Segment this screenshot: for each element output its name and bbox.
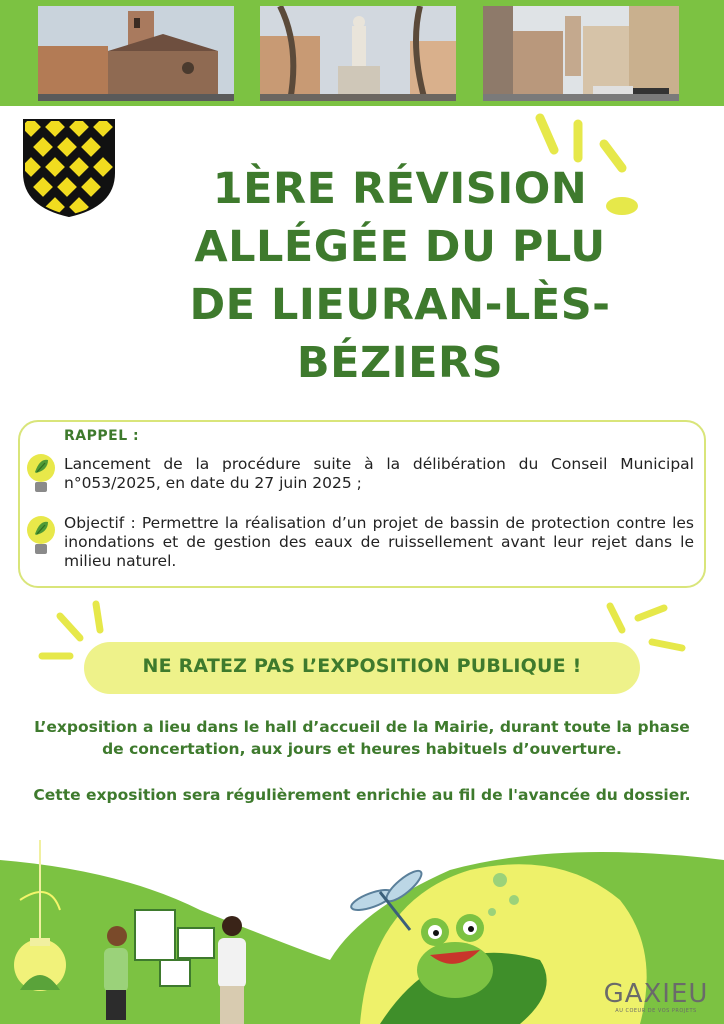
square-statue-photo: [260, 6, 456, 101]
exhibition-location-text: L’exposition a lieu dans le hall d’accueil de la Mairie, durant toute la phase de concertation, aux jours et heures habituels d’ouverture.: [34, 718, 690, 758]
exhibition-update-text: Cette exposition sera régulièrement enrichie au fil de l'avancée du dossier.: [33, 786, 691, 804]
lightbulb-leaf-icon: [26, 514, 56, 560]
page-title: [120, 160, 680, 392]
village-street-photo: [483, 6, 679, 101]
reminder-item-objective: Objectif : Permettre la réalisation d’un projet de bassin de protection contre les inondations et de gestion des eaux de ruissellement avant leur rejet dans le milieu naturel.: [64, 514, 694, 570]
logo-name: GAXIEU: [603, 979, 709, 1009]
title-line-1: 1ÈRE RÉVISION: [212, 164, 588, 214]
title-line-3: DE LIEURAN-LÈS-: [189, 280, 611, 330]
title-line-2: ALLÉGÉE DU PLU: [194, 222, 606, 272]
church-tower-photo: [38, 6, 234, 101]
exhibition-heading: NE RATEZ PAS L’EXPOSITION PUBLIQUE !: [142, 655, 582, 677]
checkered-shield-icon: [22, 118, 116, 218]
logo-tagline: AU COEUR DE VOS PROJETS: [615, 1008, 697, 1014]
reminder-item-launch: Lancement de la procédure suite à la délibération du Conseil Municipal n°053/2025, en date du 27 juin 2025 ;: [64, 455, 694, 492]
gaxieu-logo: [600, 980, 712, 1014]
reminder-label: RAPPEL :: [64, 428, 140, 444]
title-line-4: BÉZIERS: [296, 338, 504, 388]
lightbulb-leaf-icon: [26, 452, 56, 498]
